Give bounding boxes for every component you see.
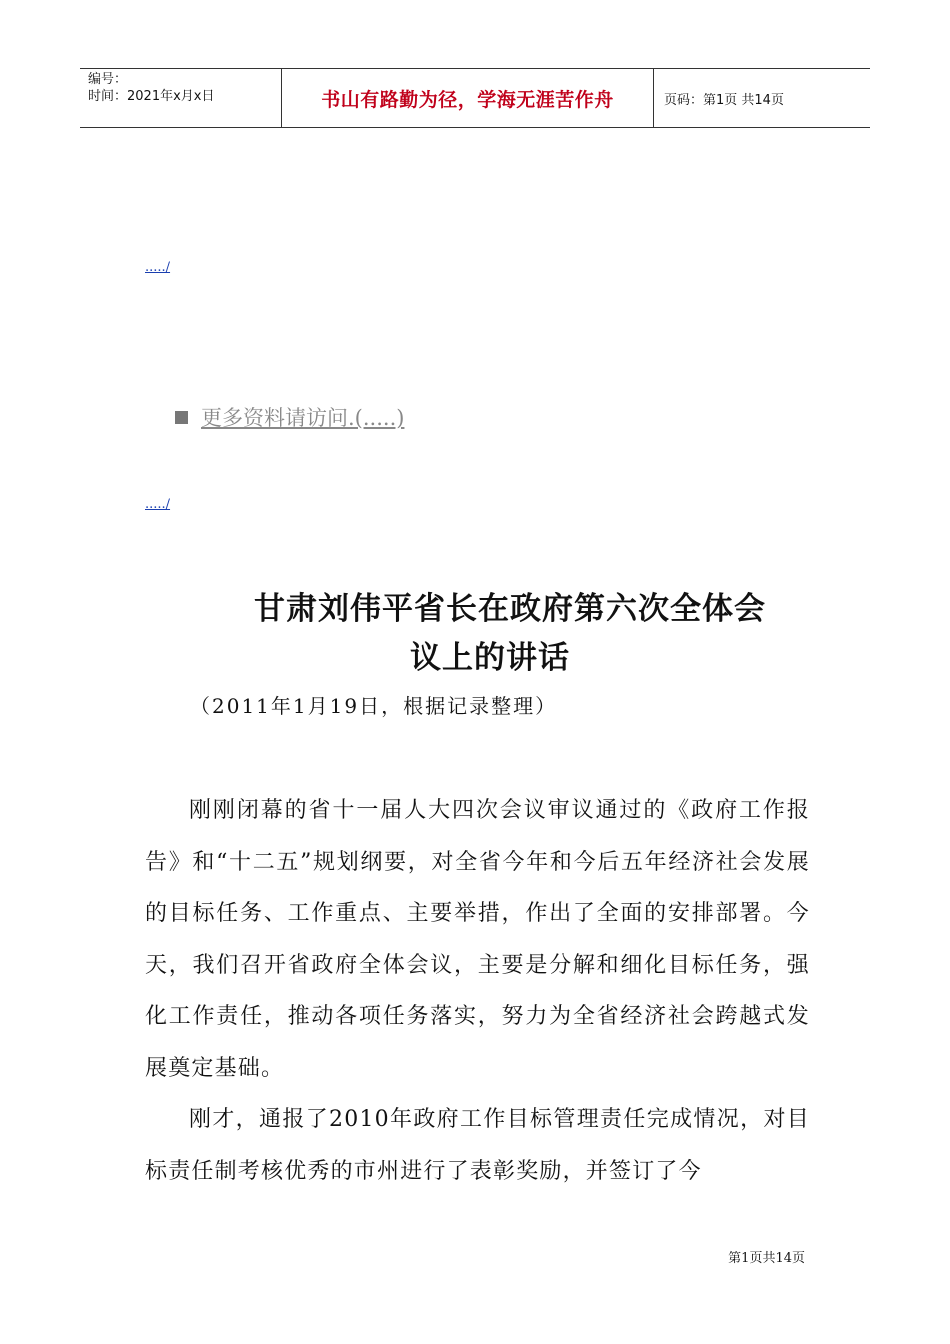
document-title-line2: 议上的讲话 xyxy=(410,640,570,676)
header-time-label: 时间：2021年x月x日 xyxy=(88,89,215,104)
bottom-link[interactable]: ...../ xyxy=(145,497,171,512)
page-footer: 第1页共14页 xyxy=(728,1251,805,1266)
header-meta xyxy=(80,69,282,127)
more-resources-text[interactable]: 更多资料请访问.(.....) xyxy=(201,406,405,430)
document-subtitle: （2011年1月19日，根据记录整理） xyxy=(190,694,558,718)
header-page-info: 页码：第1页 共14页 xyxy=(664,92,784,108)
document-title-line1: 甘肃刘伟平省长在政府第六次全体会 xyxy=(254,591,766,627)
document-header xyxy=(80,68,870,128)
header-number-label: 编号： xyxy=(88,72,128,87)
header-motto: 书山有路勤为径，学海无涯苦作舟 xyxy=(282,69,654,127)
body-paragraph-2: 刚才，通报了2010年政府工作目标管理责任完成情况，对目标责任制考核优秀的市州进行了表彰奖励，并签订了今 xyxy=(145,1107,810,1184)
top-link[interactable]: ...../ xyxy=(145,260,171,275)
body-paragraph-1: 刚刚闭幕的省十一届人大四次会议审议通过的《政府工作报告》和“十二五”规划纲要，对全省今年和今后五年经济社会发展的目标任务、工作重点、主要举措，作出了全面的安排部署。今天，我们召开省政府全体会议，主要是分解和细化目标任务，强化工作责任，推动各项任务落实，努力为全省经济社会跨越式发展奠定基础。 xyxy=(145,798,810,1081)
document-body xyxy=(145,785,810,1197)
square-bullet-icon xyxy=(175,411,188,424)
more-resources-link[interactable] xyxy=(175,402,404,432)
